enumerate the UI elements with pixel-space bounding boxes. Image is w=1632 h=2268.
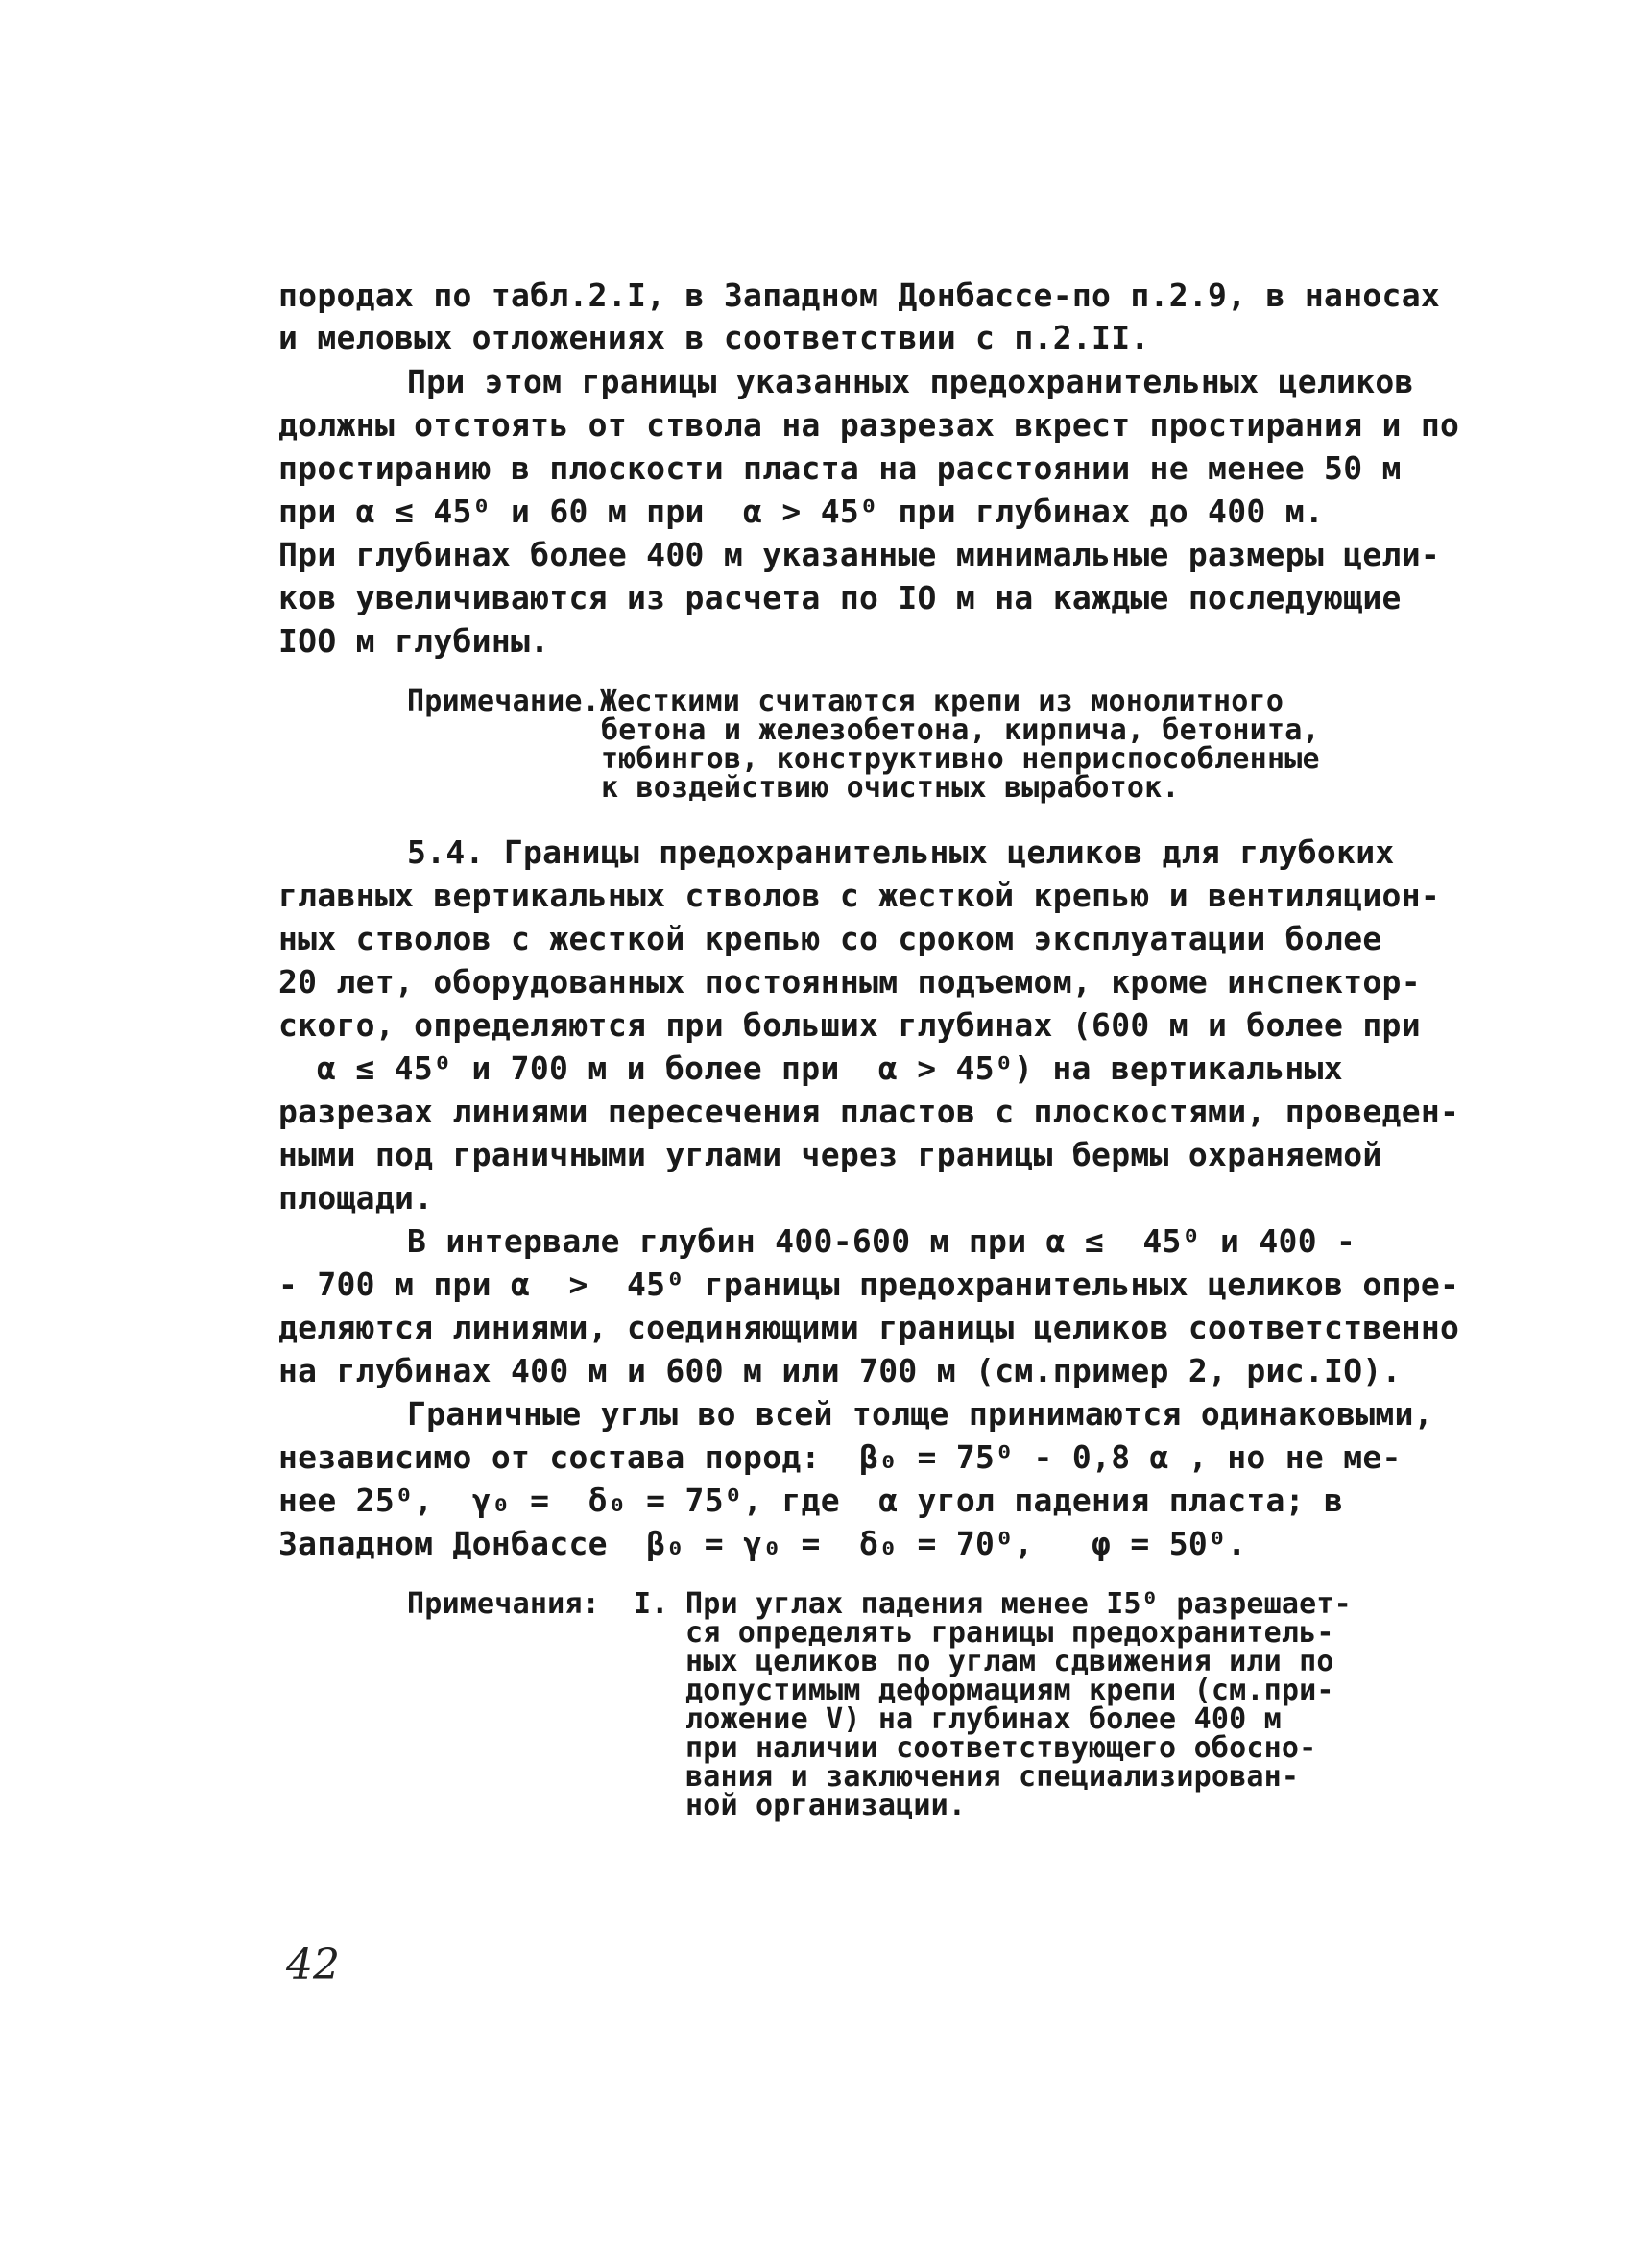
text-line: должны отстоять от ствола на разрезах вкрест простирания и по <box>278 406 1460 444</box>
text-line: главных вертикальных стволов с жесткой крепью и вентиляцион- <box>278 877 1441 914</box>
note-line: ложение V) на глубинах более 400 м <box>685 1702 1282 1736</box>
text-line: При этом границы указанных предохранительных целиков <box>407 363 1414 400</box>
note-line: при наличии соответствующего обосно- <box>685 1731 1317 1765</box>
note-line: ся определять границы предохранитель- <box>685 1616 1334 1650</box>
note-line: бетона и железобетона, кирпича, бетонита, <box>601 713 1320 747</box>
text-line: ков увеличиваются из расчета по IO м на каждые последующие <box>278 579 1402 616</box>
note-line: ных целиков по углам сдвижения или по <box>685 1645 1334 1678</box>
text-line: и меловых отложениях в соответствии с п.2.II. <box>278 319 1150 356</box>
note-line: тюбингов, конструктивно неприспособленные <box>601 742 1320 776</box>
text-line: разрезах линиями пересечения пластов с плоскостями, проведен- <box>278 1093 1460 1130</box>
text-line: IOO м глубины. <box>278 622 550 660</box>
note-line: к воздействию очистных выработок. <box>601 771 1180 805</box>
note-line: ной организации. <box>685 1789 967 1822</box>
note-line: Примечание.Жесткими считаются крепи из монолитного <box>407 685 1284 718</box>
note-item-number: I. <box>634 1587 669 1621</box>
text-line: ными под граничными углами через границы бермы охраняемой <box>278 1136 1382 1173</box>
text-line: при α ≤ 45⁰ и 60 м при α > 45⁰ при глубинах до 400 м. <box>278 493 1325 530</box>
text-line: Западном Донбассе β₀ = γ₀ = δ₀ = 70⁰, φ = 50⁰. <box>278 1525 1247 1562</box>
text-line: - 700 м при α > 45⁰ границы предохранительных целиков опре- <box>278 1266 1460 1303</box>
text-line: ского, определяются при больших глубинах (600 м и более при <box>278 1006 1421 1044</box>
note-line: допустимым деформациям крепи (см.при- <box>685 1674 1334 1707</box>
note-line: При углах падения менее I5⁰ разрешает- <box>685 1587 1352 1621</box>
text-line: деляются линиями, соединяющими границы целиков соответственно <box>278 1309 1460 1346</box>
page-number: 42 <box>286 1941 340 1990</box>
text-line: 20 лет, оборудованных постоянным подъемом, кроме инспектор- <box>278 963 1421 1001</box>
text-line: α ≤ 45⁰ и 700 м и более при α > 45⁰) на вертикальных <box>317 1050 1343 1087</box>
note-label: Примечания: <box>407 1587 600 1621</box>
text-line: ных стволов с жесткой крепью со сроком эксплуатации более <box>278 920 1382 957</box>
text-line: нее 25⁰, γ₀ = δ₀ = 75⁰, где α угол падения пласта; в <box>278 1482 1344 1519</box>
text-line: В интервале глубин 400-600 м при α ≤ 45⁰ и 400 - <box>407 1222 1356 1260</box>
text-line: При глубинах более 400 м указанные минимальные размеры цели- <box>278 536 1441 573</box>
text-line: породах по табл.2.I, в Западном Донбассе-по п.2.9, в наносах <box>278 277 1441 314</box>
text-line: на глубинах 400 м и 600 м или 700 м (см.пример 2, рис.IO). <box>278 1352 1402 1389</box>
text-line: Граничные углы во всей толще принимаются одинаковыми, <box>407 1395 1433 1433</box>
text-line: независимо от состава пород: β₀ = 75⁰ - 0,8 α , но не ме- <box>278 1438 1402 1476</box>
note-line: вания и заключения специализирован- <box>685 1760 1300 1794</box>
text-line: простиранию в плоскости пласта на расстоянии не менее 50 м <box>278 449 1402 487</box>
text-line: площади. <box>278 1179 434 1217</box>
text-line: 5.4. Границы предохранительных целиков для глубоких <box>407 833 1395 871</box>
